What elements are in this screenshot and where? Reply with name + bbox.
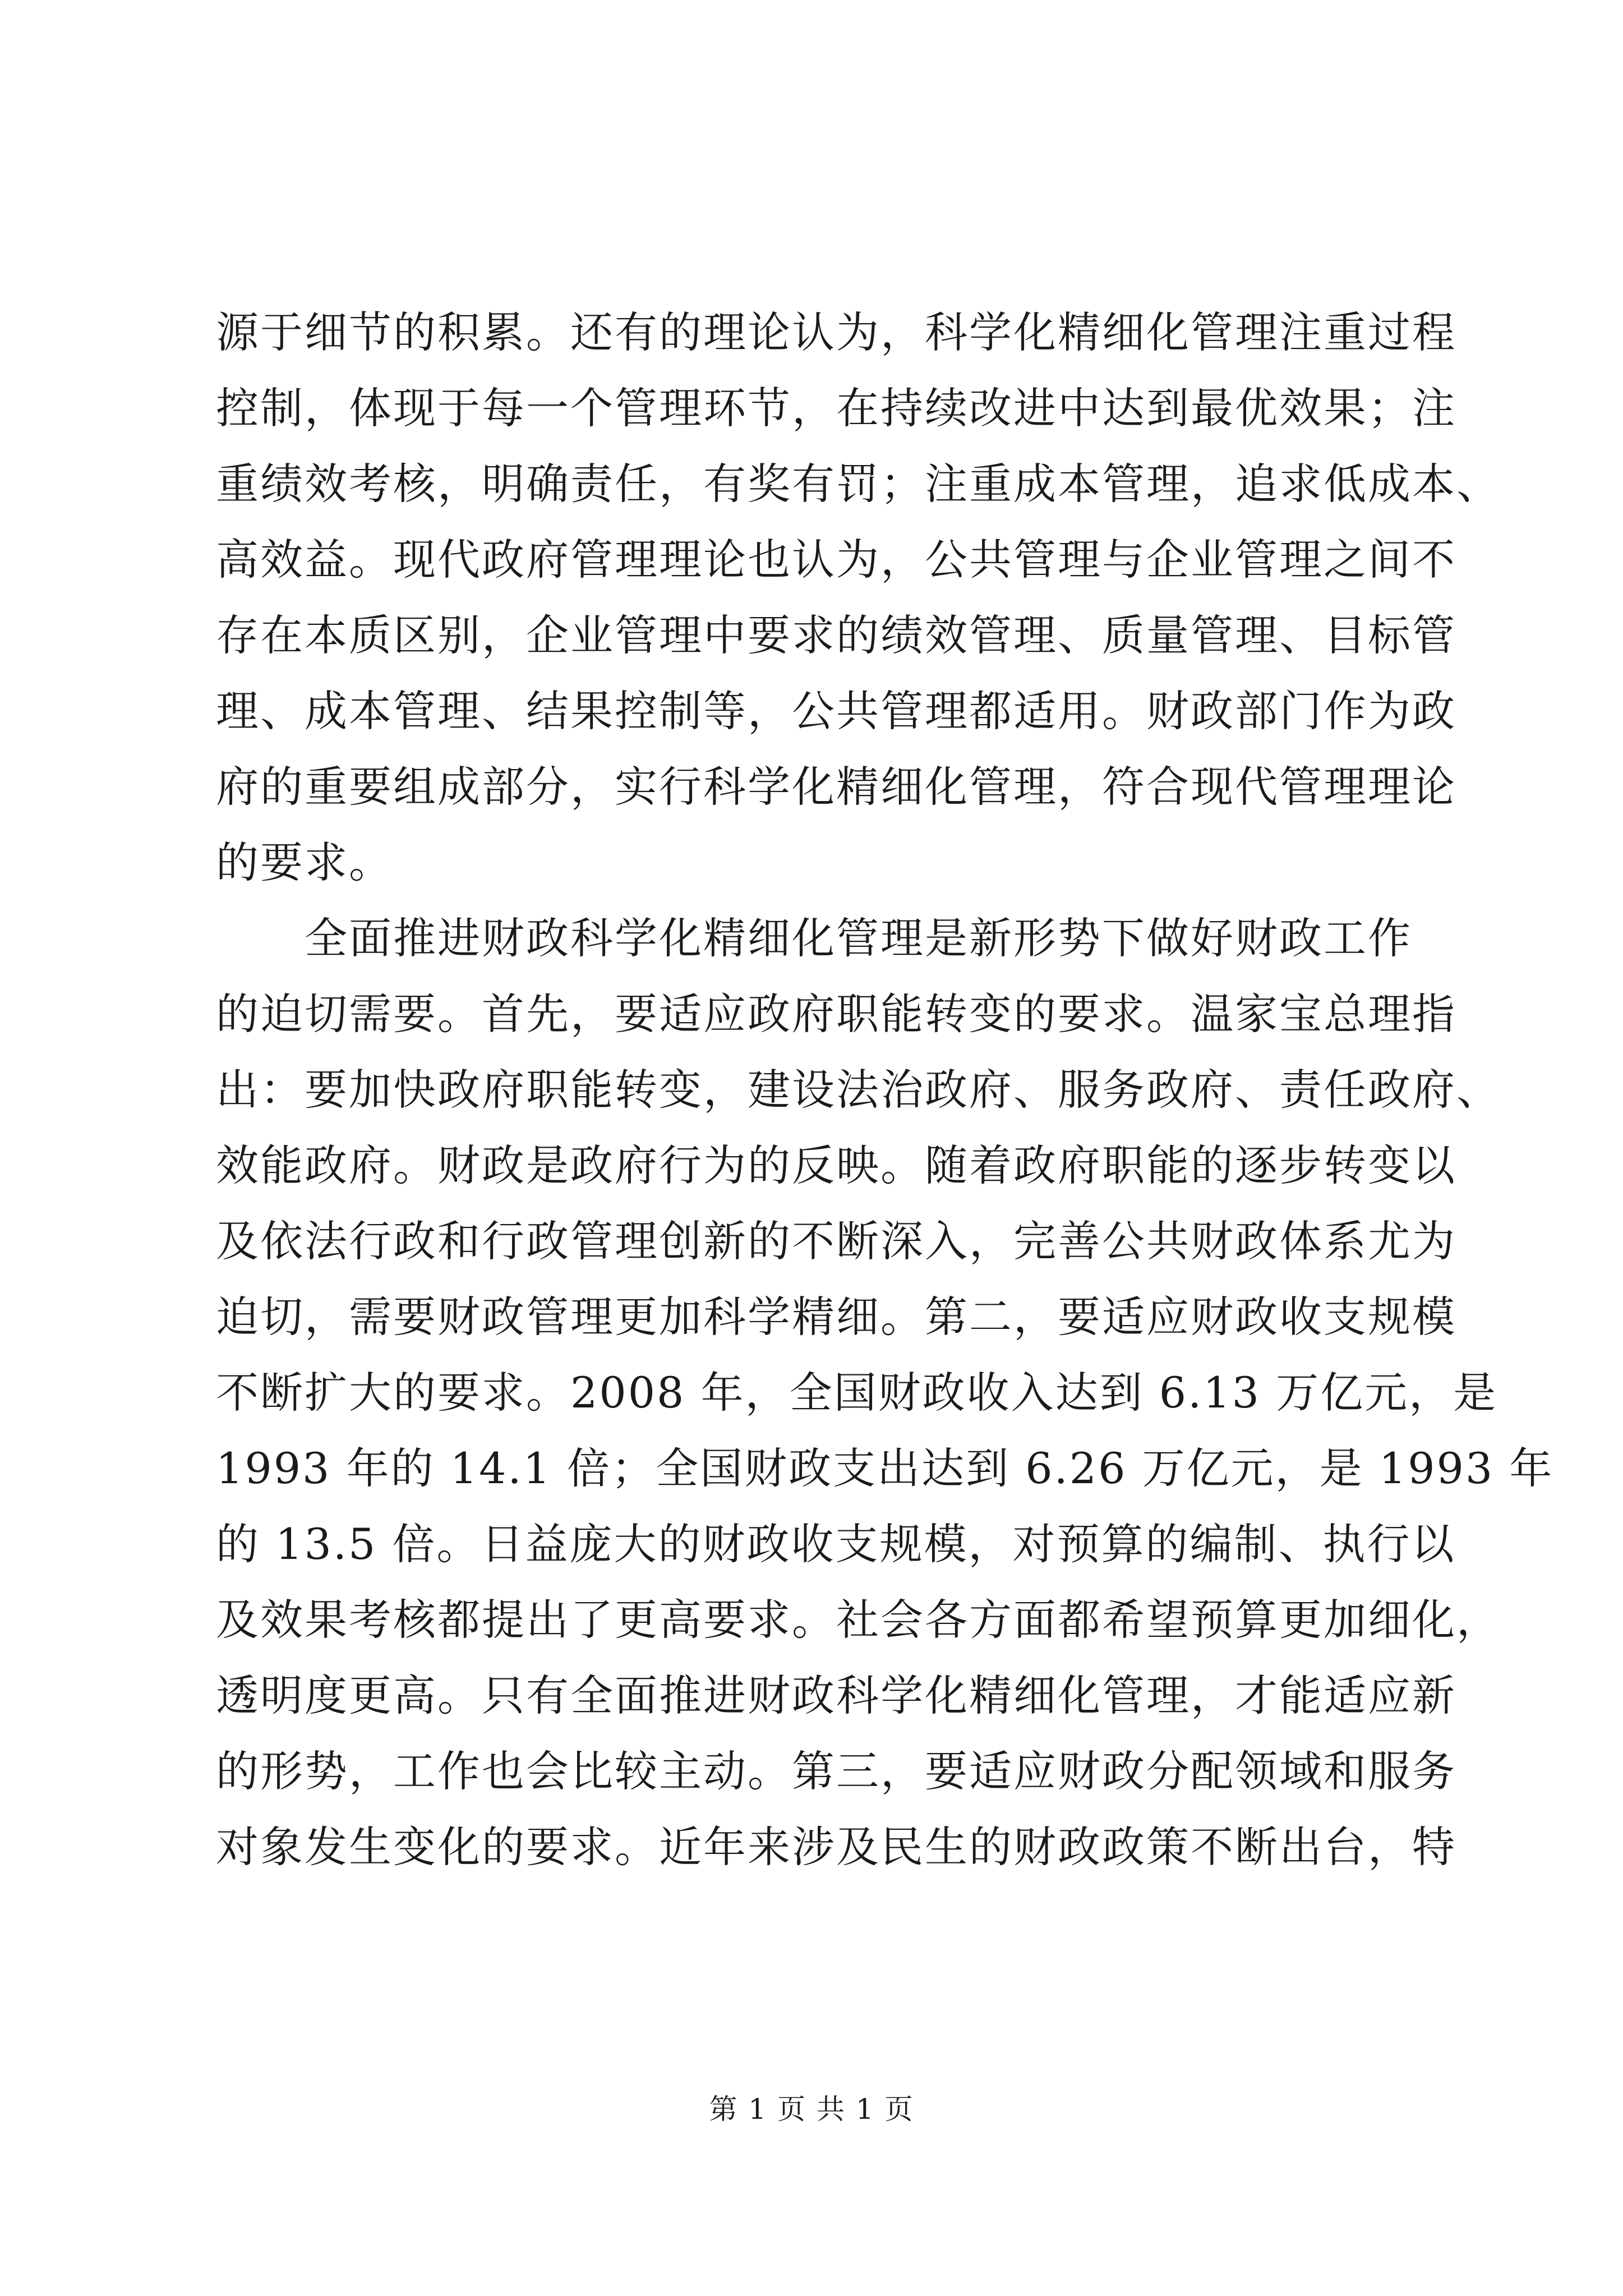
text-line: 全面推进财政科学化精细化管理是新形势下做好财政工作 [216,913,1412,963]
text-line: 迫切，需要财政管理更加科学精细。第二，要适应财政收支规模 [216,1292,1456,1342]
page-number-label: 第 1 页 共 1 页 [709,2093,914,2125]
text-line: 控制，体现于每一个管理环节，在持续改进中达到最优效果；注 [216,383,1456,433]
text-line: 不断扩大的要求。2008 年，全国财政收入达到 6.13 万亿元，是 [216,1368,1498,1418]
text-line: 存在本质区别，企业管理中要求的绩效管理、质量管理、目标管 [216,610,1456,660]
text-line: 透明度更高。只有全面推进财政科学化精细化管理，才能适应新 [216,1671,1456,1720]
text-line: 及依法行政和行政管理创新的不断深入，完善公共财政体系尤为 [216,1216,1456,1266]
page-footer [0,2090,1623,2129]
body-text [216,295,1554,1885]
text-line: 理、成本管理、结果控制等，公共管理都适用。财政部门作为政 [216,686,1456,736]
text-line: 效能政府。财政是政府行为的反映。随着政府职能的逐步转变以 [216,1140,1456,1190]
text-line: 源于细节的积累。还有的理论认为，科学化精细化管理注重过程 [216,307,1456,357]
text-line: 出：要加快政府职能转变，建设法治政府、服务政府、责任政府、 [216,1065,1501,1115]
text-line: 的形势，工作也会比较主动。第三，要适应财政分配领域和服务 [216,1746,1456,1796]
text-line: 府的重要组成部分，实行科学化精细化管理，符合现代管理理论 [216,762,1456,812]
text-line: 的要求。 [216,838,393,887]
text-line: 对象发生变化的要求。近年来涉及民生的财政政策不断出台，特 [216,1822,1456,1872]
text-line: 的迫切需要。首先，要适应政府职能转变的要求。温家宝总理指 [216,989,1456,1039]
text-line: 高效益。现代政府管理理论也认为，公共管理与企业管理之间不 [216,535,1456,585]
text-line: 1993 年的 14.1 倍；全国财政支出达到 6.26 万亿元，是 1993 年 [216,1443,1554,1493]
text-line: 的 13.5 倍。日益庞大的财政收支规模，对预算的编制、执行以 [216,1519,1456,1569]
text-line: 重绩效考核，明确责任，有奖有罚；注重成本管理，追求低成本、 [216,459,1501,509]
text-line: 及效果考核都提出了更高要求。社会各方面都希望预算更加细化， [216,1595,1501,1645]
